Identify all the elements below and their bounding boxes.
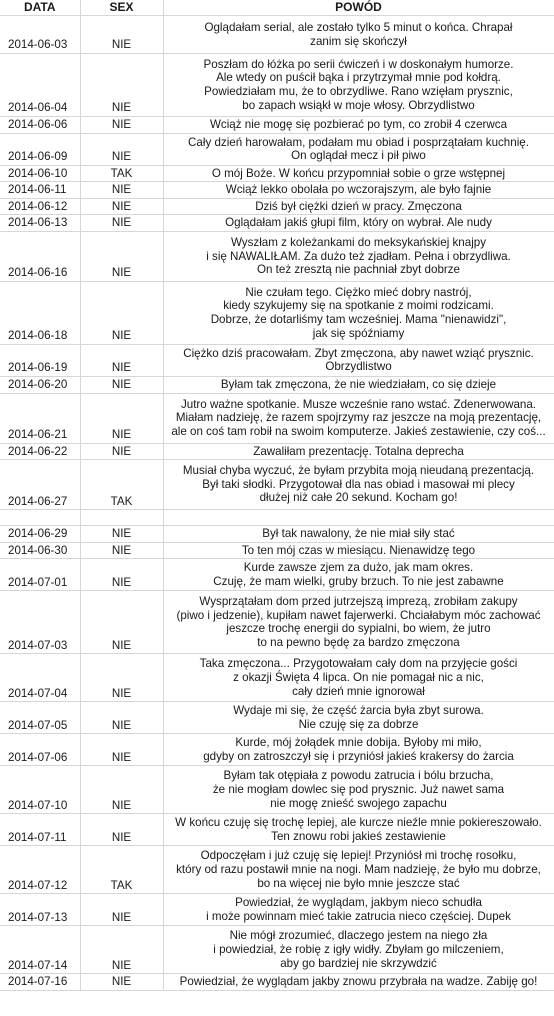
table-row (0, 702, 554, 734)
cell-sex[interactable]: NIE (80, 654, 163, 702)
cell-date[interactable]: 2014-06-04 (0, 54, 80, 117)
cell-reason[interactable]: Był tak nawalony, że nie miał siły stać (163, 526, 554, 543)
cell-sex[interactable]: NIE (80, 542, 163, 559)
cell-reason[interactable]: Kurde zawsze zjem za dużo, jak mam okres. Czuję, że mam wielki, gruby brzuch. To nie jest zabawne (163, 559, 554, 591)
table-row (0, 974, 554, 991)
cell-sex[interactable]: TAK (80, 846, 163, 894)
table-row (0, 182, 554, 199)
cell-reason[interactable]: Byłam tak zmęczona, że nie wiedziałam, co się dzieje (163, 376, 554, 393)
cell-reason[interactable]: Zawaliłam prezentację. Totalna deprecha (163, 443, 554, 460)
table-row (0, 559, 554, 591)
cell-reason[interactable]: Kurde, mój żołądek mnie dobija. Byłoby mi miło, gdyby on zatroszczył się i przyniósł jakieś krakersy do żarcia (163, 734, 554, 766)
cell-sex[interactable]: NIE (80, 814, 163, 846)
cell-reason[interactable] (163, 510, 554, 526)
cell-sex[interactable] (80, 510, 163, 526)
cell-date[interactable]: 2014-06-20 (0, 376, 80, 393)
cell-reason[interactable]: Wysprzątałam dom przed jutrzejszą imprezą, zrobiłam zakupy (piwo i jedzenie), kupiłam nawet fajerwerki. Chciałabym móc zachować jeszcze trochę energii do sypialni, bo wiem, że jutro to na pewno będę za bardzo zmęczona (163, 591, 554, 654)
cell-date[interactable]: 2014-07-05 (0, 702, 80, 734)
cell-sex[interactable]: NIE (80, 198, 163, 215)
cell-date[interactable]: 2014-07-10 (0, 766, 80, 814)
cell-sex[interactable]: NIE (80, 133, 163, 165)
table-row (0, 344, 554, 376)
cell-sex[interactable]: NIE (80, 702, 163, 734)
table-row (0, 117, 554, 134)
table-row (0, 281, 554, 344)
cell-date[interactable]: 2014-07-16 (0, 974, 80, 991)
table-row (0, 54, 554, 117)
cell-date[interactable]: 2014-07-13 (0, 894, 80, 926)
cell-sex[interactable]: NIE (80, 766, 163, 814)
cell-date[interactable]: 2014-06-22 (0, 443, 80, 460)
cell-date[interactable]: 2014-07-01 (0, 559, 80, 591)
cell-date[interactable]: 2014-06-27 (0, 460, 80, 510)
cell-reason[interactable]: Dziś był ciężki dzień w pracy. Zmęczona (163, 198, 554, 215)
cell-sex[interactable]: NIE (80, 344, 163, 376)
cell-reason[interactable]: Nie czułam tego. Ciężko mieć dobry nastrój, kiedy szykujemy się na spotkanie z moimi rodzicami. Dobrze, że dotarliśmy tam wcześniej. Mama "nienawidzi", jak się spóźniamy (163, 281, 554, 344)
cell-reason[interactable]: Powiedział, że wyglądam, jakbym nieco schudła i może powinnam mieć takie zatrucia nieco częściej. Dupek (163, 894, 554, 926)
cell-date[interactable]: 2014-06-11 (0, 182, 80, 199)
cell-sex[interactable]: NIE (80, 281, 163, 344)
table-row (0, 526, 554, 543)
cell-reason[interactable]: Odpoczęłam i już czuję się lepiej! Przyniósł mi trochę rosołku, który od razu postawił mnie na nogi. Mam nadzieję, że było mu dobrze, bo na więcej nie było mnie jeszcze stać (163, 846, 554, 894)
table-row (0, 165, 554, 182)
cell-reason[interactable]: Wydaje mi się, że część żarcia była zbyt surowa. Nie czuję się za dobrze (163, 702, 554, 734)
table-row (0, 231, 554, 281)
cell-reason[interactable]: Oglądałam jakiś głupi film, który on wybrał. Ale nudy (163, 215, 554, 232)
header-reason[interactable]: POWÓD (163, 0, 554, 16)
table-row (0, 376, 554, 393)
table-row (0, 393, 554, 443)
cell-sex[interactable]: NIE (80, 734, 163, 766)
cell-reason[interactable]: Powiedział, że wyglądam jakby znowu przybrała na wadze. Zabiję go! (163, 974, 554, 991)
cell-sex[interactable]: NIE (80, 54, 163, 117)
table-row (0, 510, 554, 526)
cell-sex[interactable]: NIE (80, 215, 163, 232)
cell-sex[interactable]: NIE (80, 974, 163, 991)
cell-date[interactable]: 2014-06-19 (0, 344, 80, 376)
cell-reason[interactable]: Wciąż nie mogę się pozbierać po tym, co zrobił 4 czerwca (163, 117, 554, 134)
cell-date[interactable]: 2014-07-04 (0, 654, 80, 702)
table-row (0, 460, 554, 510)
table-row (0, 814, 554, 846)
cell-date[interactable]: 2014-06-21 (0, 393, 80, 443)
cell-sex[interactable]: NIE (80, 16, 163, 54)
cell-reason[interactable]: Musiał chyba wyczuć, że byłam przybita moją nieudaną prezentacją. Był taki słodki. Przygotował dla nas obiad i masował mi plecy dłużej niż całe 20 sekund. Kocham go! (163, 460, 554, 510)
cell-date[interactable]: 2014-06-03 (0, 16, 80, 54)
cell-sex[interactable]: NIE (80, 117, 163, 134)
cell-date[interactable] (0, 510, 80, 526)
header-date[interactable]: DATA (0, 0, 80, 16)
table-row (0, 846, 554, 894)
cell-date[interactable]: 2014-06-16 (0, 231, 80, 281)
cell-sex[interactable]: NIE (80, 182, 163, 199)
cell-sex[interactable]: NIE (80, 526, 163, 543)
header-row (0, 0, 554, 16)
cell-reason[interactable]: Wyszłam z koleżankami do meksykańskiej knajpy i się NAWALIŁAM. Za dużo też zjadłam. Pełna i obrzydliwa. On też zresztą nie pachniał zbyt dobrze (163, 231, 554, 281)
cell-sex[interactable]: NIE (80, 393, 163, 443)
cell-date[interactable]: 2014-06-30 (0, 542, 80, 559)
cell-reason[interactable]: Byłam tak otępiała z powodu zatrucia i bólu brzucha, że nie mogłam dowlec się pod prysznic. Już nawet sama nie mogę znieść swojego zapachu (163, 766, 554, 814)
cell-date[interactable]: 2014-07-14 (0, 926, 80, 974)
cell-reason[interactable]: Cały dzień harowałam, podałam mu obiad i posprzątałam kuchnię. On oglądał mecz i pił piwo (163, 133, 554, 165)
cell-date[interactable]: 2014-07-06 (0, 734, 80, 766)
cell-sex[interactable]: NIE (80, 231, 163, 281)
cell-date[interactable]: 2014-06-18 (0, 281, 80, 344)
cell-reason[interactable]: Poszłam do łóżka po serii ćwiczeń i w doskonałym humorze. Ale wtedy on puścił bąka i przytrzymał mnie pod kołdrą. Powiedziałam mu, że to obrzydliwe. Rano wzięłam prysznic, bo zapach wsiąkł w moje włosy. Obrzydlistwo (163, 54, 554, 117)
cell-reason[interactable]: Nie mógł zrozumieć, dlaczego jestem na niego zła i powiedział, że robię z igły widły. Zbyłam go milczeniem, aby go bardziej nie skrzywdzić (163, 926, 554, 974)
cell-reason[interactable]: Wciąż lekko obolała po wczorajszym, ale było fajnie (163, 182, 554, 199)
cell-sex[interactable]: TAK (80, 165, 163, 182)
cell-reason[interactable]: O mój Boże. W końcu przypomniał sobie o grze wstępnej (163, 165, 554, 182)
cell-date[interactable]: 2014-06-09 (0, 133, 80, 165)
table-row (0, 198, 554, 215)
table-row (0, 16, 554, 54)
cell-date[interactable]: 2014-06-29 (0, 526, 80, 543)
table-row (0, 443, 554, 460)
cell-date[interactable]: 2014-07-12 (0, 846, 80, 894)
cell-date[interactable]: 2014-07-03 (0, 591, 80, 654)
cell-sex[interactable]: NIE (80, 926, 163, 974)
table-row (0, 766, 554, 814)
table-row (0, 591, 554, 654)
cell-reason[interactable]: To ten mój czas w miesiącu. Nienawidzę tego (163, 542, 554, 559)
cell-date[interactable]: 2014-06-12 (0, 198, 80, 215)
table-row (0, 926, 554, 974)
cell-reason[interactable]: Taka zmęczona... Przygotowałam cały dom na przyjęcie gości z okazji Święta 4 lipca. On nie pomagał nic a nic, cały dzień mnie ignorował (163, 654, 554, 702)
cell-reason[interactable]: Jutro ważne spotkanie. Musze wcześnie rano wstać. Zdenerwowana. Miałam nadzieję, że razem spojrzymy raz jeszcze na moją prezentację, ale on coś tam robił na swoim komputerze. Jakieś zestawienie, czy coś... (163, 393, 554, 443)
table-row (0, 654, 554, 702)
cell-sex[interactable]: NIE (80, 894, 163, 926)
cell-sex[interactable]: NIE (80, 376, 163, 393)
table-row (0, 894, 554, 926)
cell-reason[interactable]: Ciężko dziś pracowałam. Zbyt zmęczona, aby nawet wziąć prysznic. Obrzydlistwo (163, 344, 554, 376)
cell-reason[interactable]: W końcu czuję się trochę lepiej, ale kurcze nieźle mnie pokiereszowało. Ten znowu robi jakieś zestawienie (163, 814, 554, 846)
table-row (0, 542, 554, 559)
table-row (0, 734, 554, 766)
cell-date[interactable]: 2014-07-11 (0, 814, 80, 846)
cell-sex[interactable]: TAK (80, 460, 163, 510)
cell-sex[interactable]: NIE (80, 559, 163, 591)
cell-sex[interactable]: NIE (80, 591, 163, 654)
cell-sex[interactable]: NIE (80, 443, 163, 460)
table-row (0, 215, 554, 232)
header-sex[interactable]: SEX (80, 0, 163, 16)
cell-date[interactable]: 2014-06-06 (0, 117, 80, 134)
cell-reason[interactable]: Oglądałam serial, ale zostało tylko 5 minut o końca. Chrapał zanim się skończył (163, 16, 554, 54)
table-row (0, 133, 554, 165)
cell-date[interactable]: 2014-06-13 (0, 215, 80, 232)
cell-date[interactable]: 2014-06-10 (0, 165, 80, 182)
